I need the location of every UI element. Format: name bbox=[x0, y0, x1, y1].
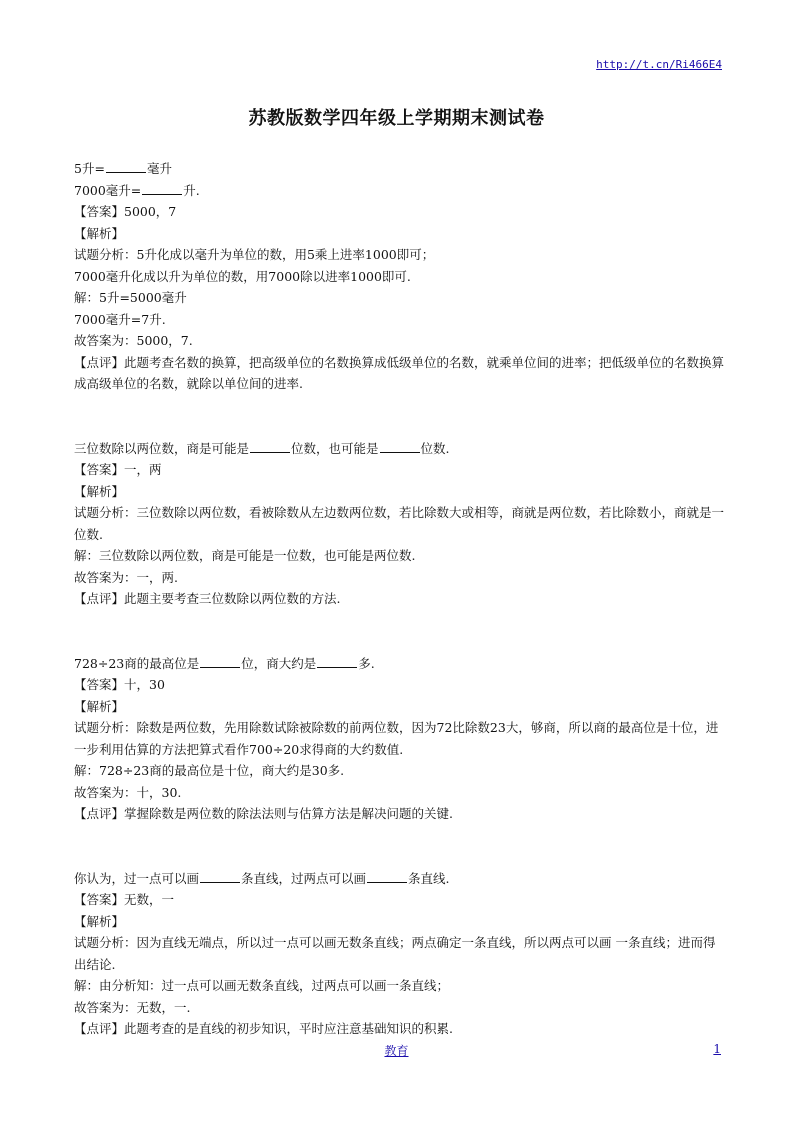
solution-text: 7000毫升=7升. bbox=[74, 311, 166, 327]
answer-blank bbox=[317, 655, 357, 668]
solution-text: 解：三位数除以两位数，商是可能是一位数，也可能是两位数. bbox=[74, 548, 416, 563]
analysis-text: 试题分析：除数是两位数，先用除数试除被除数的前两位数，因为72比除数23大，够商，所以商的最高位是十位，进一步利用估算的方法把算式看作700÷20求得商的大约数值. bbox=[74, 720, 719, 757]
question-text: 7000毫升= 升. bbox=[74, 182, 200, 198]
question-block bbox=[74, 158, 724, 395]
answer-line: 【答案】无数，一 bbox=[74, 892, 175, 907]
answer-blank bbox=[380, 440, 420, 453]
analysis-label: 【解析】 bbox=[74, 225, 125, 241]
final-answer: 故答案为：5000，7. bbox=[74, 333, 193, 348]
header-link[interactable]: http://t.cn/Ri466E4 bbox=[596, 58, 722, 71]
page-title: 苏教版数学四年级上学期期末测试卷 bbox=[248, 108, 545, 129]
solution-text: 解：5升=5000毫升 bbox=[74, 290, 187, 305]
final-answer: 故答案为：十，30. bbox=[74, 784, 182, 800]
comment-text: 【点评】此题考查的是直线的初步知识，平时应注意基础知识的积累. bbox=[74, 1021, 453, 1036]
answer-line: 【答案】5000，7 bbox=[74, 204, 177, 219]
comment-text: 【点评】此题主要考查三位数除以两位数的方法. bbox=[74, 591, 341, 606]
analysis-label: 【解析】 bbox=[74, 483, 125, 499]
answer-blank bbox=[250, 440, 290, 453]
question-text: 三位数除以两位数，商是可能是 位数，也可能是 位数. bbox=[74, 440, 450, 456]
analysis-text: 7000毫升化成以升为单位的数，用7000除以进率1000即可. bbox=[74, 268, 411, 284]
comment-text: 【点评】此题考查名数的换算，把高级单位的名数换算成低级单位的名数，就乘单位间的进率；把低级单位的名数换算成高级单位的名数，就除以单位间的进率. bbox=[74, 354, 725, 391]
answer-blank bbox=[106, 160, 146, 173]
analysis-text: 试题分析：5升化成以毫升为单位的数，用5乘上进率1000即可； bbox=[74, 247, 435, 262]
question-block bbox=[74, 438, 724, 610]
page-number[interactable]: 1 bbox=[713, 1042, 721, 1056]
question-block bbox=[74, 653, 724, 825]
analysis-text: 试题分析：因为直线无端点，所以过一点可以画无数条直线；两点确定一条直线，所以两点可以画 一条直线；进而得出结论. bbox=[74, 935, 716, 972]
solution-text: 解：由分析知：过一点可以画无数条直线，过两点可以画一条直线； bbox=[74, 978, 450, 993]
answer-blank bbox=[142, 182, 182, 195]
answer-blank bbox=[200, 655, 240, 668]
final-answer: 故答案为：一，两. bbox=[74, 569, 178, 585]
document-body bbox=[74, 158, 724, 1040]
answer-blank bbox=[200, 870, 240, 883]
answer-blank bbox=[367, 870, 407, 883]
question-block bbox=[74, 868, 724, 1040]
answer-line: 【答案】一，两 bbox=[74, 462, 162, 477]
analysis-text: 试题分析：三位数除以两位数，看被除数从左边数两位数，若比除数大或相等，商就是两位数，若比除数小，商就是一位数. bbox=[74, 505, 725, 542]
question-text: 你认为，过一点可以画 条直线，过两点可以画 条直线. bbox=[74, 870, 450, 886]
footer-link[interactable]: 教育 bbox=[384, 1044, 409, 1058]
comment-text: 【点评】掌握除数是两位数的除法法则与估算方法是解决问题的关键. bbox=[74, 806, 453, 821]
solution-text: 解：728÷23商的最高位是十位，商大约是30多. bbox=[74, 763, 345, 778]
question-text: 5升= 毫升 bbox=[74, 161, 172, 176]
question-text: 728÷23商的最高位是 位，商大约是 多. bbox=[74, 655, 375, 671]
analysis-label: 【解析】 bbox=[74, 698, 125, 714]
answer-line: 【答案】十，30 bbox=[74, 677, 165, 692]
analysis-label: 【解析】 bbox=[74, 913, 125, 929]
final-answer: 故答案为：无数，一. bbox=[74, 999, 191, 1015]
